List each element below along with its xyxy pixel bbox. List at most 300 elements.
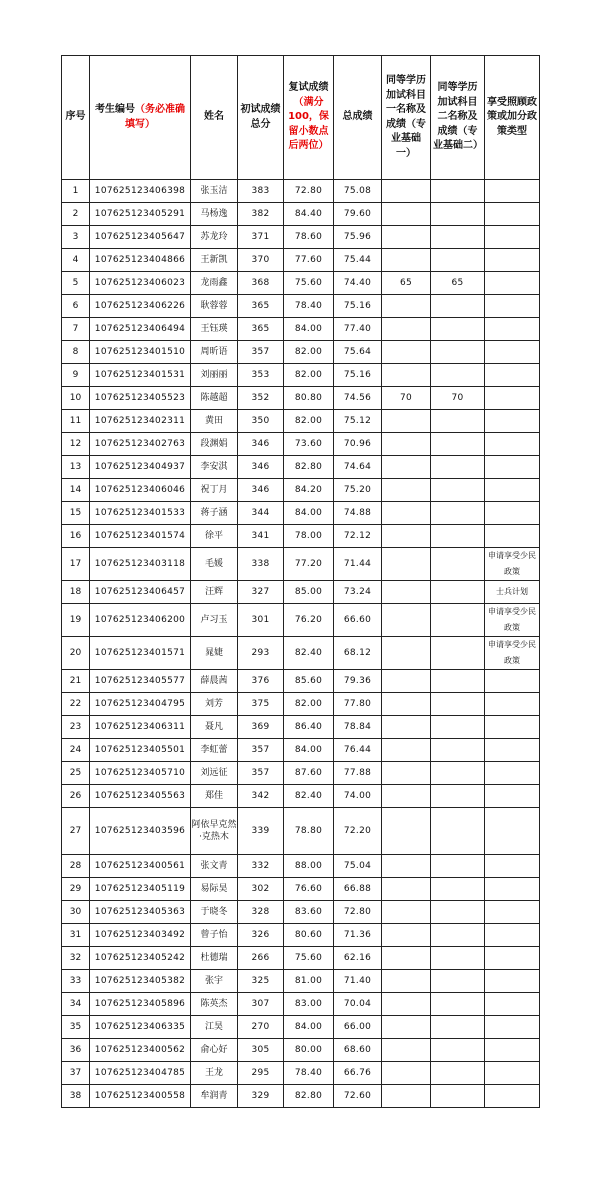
cell-name: 张玉洁 bbox=[191, 180, 238, 203]
cell-seq: 30 bbox=[62, 901, 90, 924]
cell-policy bbox=[485, 433, 540, 456]
cell-extra-subject-2 bbox=[431, 581, 485, 604]
cell-initial-score: 365 bbox=[238, 295, 284, 318]
cell-total-score: 66.76 bbox=[334, 1062, 382, 1085]
table-row bbox=[62, 1016, 540, 1039]
cell-exam-id: 107625123403492 bbox=[90, 924, 191, 947]
cell-policy bbox=[485, 1016, 540, 1039]
cell-name: 王龙 bbox=[191, 1062, 238, 1085]
cell-exam-id: 107625123405577 bbox=[90, 670, 191, 693]
cell-policy bbox=[485, 970, 540, 993]
cell-retest-score: 76.20 bbox=[284, 604, 334, 637]
cell-retest-score: 76.60 bbox=[284, 878, 334, 901]
cell-exam-id: 107625123405523 bbox=[90, 387, 191, 410]
cell-total-score: 66.88 bbox=[334, 878, 382, 901]
cell-policy bbox=[485, 410, 540, 433]
cell-retest-score: 80.60 bbox=[284, 924, 334, 947]
cell-retest-score: 81.00 bbox=[284, 970, 334, 993]
cell-initial-score: 370 bbox=[238, 249, 284, 272]
cell-name: 张宇 bbox=[191, 970, 238, 993]
cell-extra-subject-1 bbox=[382, 548, 431, 581]
cell-exam-id: 107625123405896 bbox=[90, 993, 191, 1016]
cell-name: 易际昊 bbox=[191, 878, 238, 901]
cell-retest-score: 82.00 bbox=[284, 341, 334, 364]
cell-initial-score: 329 bbox=[238, 1085, 284, 1108]
cell-exam-id: 107625123400561 bbox=[90, 855, 191, 878]
cell-exam-id: 107625123406335 bbox=[90, 1016, 191, 1039]
cell-exam-id: 107625123405710 bbox=[90, 762, 191, 785]
cell-extra-subject-2 bbox=[431, 1039, 485, 1062]
cell-extra-subject-2 bbox=[431, 993, 485, 1016]
cell-name: 耿蓉蓉 bbox=[191, 295, 238, 318]
cell-initial-score: 307 bbox=[238, 993, 284, 1016]
table-row bbox=[62, 1062, 540, 1085]
cell-extra-subject-2 bbox=[431, 808, 485, 855]
cell-retest-score: 73.60 bbox=[284, 433, 334, 456]
cell-retest-score: 83.60 bbox=[284, 901, 334, 924]
cell-total-score: 74.56 bbox=[334, 387, 382, 410]
cell-extra-subject-1 bbox=[382, 318, 431, 341]
cell-name: 刘芳 bbox=[191, 693, 238, 716]
cell-extra-subject-1 bbox=[382, 295, 431, 318]
cell-name: 苏龙玲 bbox=[191, 226, 238, 249]
cell-policy bbox=[485, 670, 540, 693]
cell-seq: 37 bbox=[62, 1062, 90, 1085]
cell-extra-subject-2 bbox=[431, 1062, 485, 1085]
cell-name: 于晓冬 bbox=[191, 901, 238, 924]
cell-name: 王新凯 bbox=[191, 249, 238, 272]
cell-retest-score: 84.00 bbox=[284, 1016, 334, 1039]
cell-initial-score: 295 bbox=[238, 1062, 284, 1085]
cell-extra-subject-2 bbox=[431, 364, 485, 387]
cell-name: 江昊 bbox=[191, 1016, 238, 1039]
cell-seq: 21 bbox=[62, 670, 90, 693]
cell-extra-subject-1: 65 bbox=[382, 272, 431, 295]
cell-exam-id: 107625123405363 bbox=[90, 901, 191, 924]
cell-extra-subject-1 bbox=[382, 716, 431, 739]
cell-initial-score: 325 bbox=[238, 970, 284, 993]
cell-initial-score: 344 bbox=[238, 502, 284, 525]
cell-extra-subject-2 bbox=[431, 203, 485, 226]
cell-extra-subject-1 bbox=[382, 1085, 431, 1108]
cell-policy bbox=[485, 387, 540, 410]
cell-retest-score: 77.20 bbox=[284, 548, 334, 581]
cell-extra-subject-1 bbox=[382, 855, 431, 878]
cell-seq: 14 bbox=[62, 479, 90, 502]
cell-extra-subject-2 bbox=[431, 410, 485, 433]
cell-policy bbox=[485, 479, 540, 502]
cell-initial-score: 369 bbox=[238, 716, 284, 739]
header-total-score: 总成绩 bbox=[334, 56, 382, 180]
cell-name: 陈英杰 bbox=[191, 993, 238, 1016]
cell-extra-subject-2 bbox=[431, 226, 485, 249]
cell-initial-score: 357 bbox=[238, 739, 284, 762]
cell-seq: 4 bbox=[62, 249, 90, 272]
cell-exam-id: 107625123405501 bbox=[90, 739, 191, 762]
cell-name: 牟润青 bbox=[191, 1085, 238, 1108]
table-row bbox=[62, 716, 540, 739]
cell-retest-score: 80.00 bbox=[284, 1039, 334, 1062]
cell-total-score: 79.60 bbox=[334, 203, 382, 226]
cell-exam-id: 107625123403596 bbox=[90, 808, 191, 855]
cell-exam-id: 107625123400558 bbox=[90, 1085, 191, 1108]
cell-extra-subject-2: 65 bbox=[431, 272, 485, 295]
cell-retest-score: 82.00 bbox=[284, 364, 334, 387]
cell-initial-score: 376 bbox=[238, 670, 284, 693]
cell-total-score: 71.36 bbox=[334, 924, 382, 947]
cell-extra-subject-2 bbox=[431, 479, 485, 502]
cell-extra-subject-2 bbox=[431, 341, 485, 364]
cell-seq: 36 bbox=[62, 1039, 90, 1062]
table-row bbox=[62, 387, 540, 410]
cell-name: 李虹蕾 bbox=[191, 739, 238, 762]
cell-exam-id: 107625123400562 bbox=[90, 1039, 191, 1062]
cell-initial-score: 357 bbox=[238, 341, 284, 364]
cell-seq: 10 bbox=[62, 387, 90, 410]
cell-extra-subject-2 bbox=[431, 878, 485, 901]
cell-exam-id: 107625123402763 bbox=[90, 433, 191, 456]
table-row bbox=[62, 433, 540, 456]
cell-total-score: 68.12 bbox=[334, 637, 382, 670]
table-row bbox=[62, 525, 540, 548]
cell-total-score: 74.40 bbox=[334, 272, 382, 295]
cell-name: 薛晨茜 bbox=[191, 670, 238, 693]
cell-seq: 9 bbox=[62, 364, 90, 387]
cell-initial-score: 353 bbox=[238, 364, 284, 387]
table-row bbox=[62, 878, 540, 901]
cell-total-score: 77.40 bbox=[334, 318, 382, 341]
cell-extra-subject-2 bbox=[431, 901, 485, 924]
cell-policy bbox=[485, 1039, 540, 1062]
table-row bbox=[62, 410, 540, 433]
cell-initial-score: 371 bbox=[238, 226, 284, 249]
cell-policy bbox=[485, 855, 540, 878]
cell-name: 王钰瑛 bbox=[191, 318, 238, 341]
cell-exam-id: 107625123405382 bbox=[90, 970, 191, 993]
table-body bbox=[62, 180, 540, 1108]
cell-exam-id: 107625123404795 bbox=[90, 693, 191, 716]
cell-policy bbox=[485, 180, 540, 203]
cell-name: 毛媛 bbox=[191, 548, 238, 581]
cell-initial-score: 332 bbox=[238, 855, 284, 878]
cell-name: 周昕语 bbox=[191, 341, 238, 364]
cell-name: 曾子怡 bbox=[191, 924, 238, 947]
cell-policy bbox=[485, 364, 540, 387]
cell-extra-subject-2 bbox=[431, 670, 485, 693]
cell-retest-score: 83.00 bbox=[284, 993, 334, 1016]
header-exam-id: 考生编号（务必准确填写） bbox=[90, 56, 191, 180]
cell-total-score: 66.00 bbox=[334, 1016, 382, 1039]
cell-extra-subject-2 bbox=[431, 693, 485, 716]
cell-seq: 11 bbox=[62, 410, 90, 433]
cell-policy bbox=[485, 272, 540, 295]
table-row bbox=[62, 203, 540, 226]
cell-name: 陈越超 bbox=[191, 387, 238, 410]
cell-extra-subject-1 bbox=[382, 180, 431, 203]
cell-initial-score: 350 bbox=[238, 410, 284, 433]
cell-extra-subject-2 bbox=[431, 318, 485, 341]
table-row bbox=[62, 604, 540, 637]
cell-extra-subject-1 bbox=[382, 1062, 431, 1085]
cell-policy: 申请享受少民政策 bbox=[485, 604, 540, 637]
cell-extra-subject-1 bbox=[382, 947, 431, 970]
cell-policy bbox=[485, 318, 540, 341]
cell-policy bbox=[485, 525, 540, 548]
cell-exam-id: 107625123404866 bbox=[90, 249, 191, 272]
cell-total-score: 76.44 bbox=[334, 739, 382, 762]
table-row bbox=[62, 947, 540, 970]
cell-exam-id: 107625123401574 bbox=[90, 525, 191, 548]
cell-policy: 申请享受少民政策 bbox=[485, 637, 540, 670]
cell-extra-subject-2 bbox=[431, 637, 485, 670]
cell-extra-subject-2 bbox=[431, 502, 485, 525]
table-row bbox=[62, 479, 540, 502]
cell-retest-score: 78.40 bbox=[284, 295, 334, 318]
cell-retest-score: 82.00 bbox=[284, 693, 334, 716]
cell-extra-subject-2 bbox=[431, 180, 485, 203]
table-row bbox=[62, 808, 540, 855]
cell-seq: 19 bbox=[62, 604, 90, 637]
cell-retest-score: 87.60 bbox=[284, 762, 334, 785]
cell-exam-id: 107625123403118 bbox=[90, 548, 191, 581]
cell-exam-id: 107625123406200 bbox=[90, 604, 191, 637]
cell-extra-subject-2 bbox=[431, 947, 485, 970]
cell-total-score: 75.64 bbox=[334, 341, 382, 364]
cell-seq: 17 bbox=[62, 548, 90, 581]
table-row bbox=[62, 318, 540, 341]
cell-exam-id: 107625123406046 bbox=[90, 479, 191, 502]
cell-exam-id: 107625123402311 bbox=[90, 410, 191, 433]
cell-initial-score: 342 bbox=[238, 785, 284, 808]
cell-seq: 25 bbox=[62, 762, 90, 785]
cell-retest-score: 85.00 bbox=[284, 581, 334, 604]
cell-exam-id: 107625123405647 bbox=[90, 226, 191, 249]
table-row bbox=[62, 693, 540, 716]
cell-total-score: 72.80 bbox=[334, 901, 382, 924]
table-row bbox=[62, 581, 540, 604]
cell-policy bbox=[485, 878, 540, 901]
cell-initial-score: 339 bbox=[238, 808, 284, 855]
cell-extra-subject-2: 70 bbox=[431, 387, 485, 410]
cell-policy: 申请享受少民政策 bbox=[485, 548, 540, 581]
cell-retest-score: 84.40 bbox=[284, 203, 334, 226]
cell-name: 李安淇 bbox=[191, 456, 238, 479]
cell-retest-score: 82.00 bbox=[284, 410, 334, 433]
cell-extra-subject-2 bbox=[431, 548, 485, 581]
cell-exam-id: 107625123405119 bbox=[90, 878, 191, 901]
cell-retest-score: 84.00 bbox=[284, 739, 334, 762]
cell-total-score: 62.16 bbox=[334, 947, 382, 970]
cell-initial-score: 346 bbox=[238, 479, 284, 502]
cell-retest-score: 72.80 bbox=[284, 180, 334, 203]
cell-seq: 7 bbox=[62, 318, 90, 341]
cell-extra-subject-2 bbox=[431, 762, 485, 785]
cell-initial-score: 368 bbox=[238, 272, 284, 295]
table-row bbox=[62, 295, 540, 318]
cell-extra-subject-1 bbox=[382, 1016, 431, 1039]
cell-retest-score: 85.60 bbox=[284, 670, 334, 693]
cell-policy bbox=[485, 226, 540, 249]
header-policy: 享受照顾政策或加分政策类型 bbox=[485, 56, 540, 180]
cell-total-score: 72.12 bbox=[334, 525, 382, 548]
cell-extra-subject-1 bbox=[382, 456, 431, 479]
cell-seq: 29 bbox=[62, 878, 90, 901]
cell-extra-subject-1 bbox=[382, 249, 431, 272]
cell-extra-subject-1 bbox=[382, 739, 431, 762]
cell-seq: 2 bbox=[62, 203, 90, 226]
cell-total-score: 75.96 bbox=[334, 226, 382, 249]
cell-seq: 28 bbox=[62, 855, 90, 878]
cell-initial-score: 301 bbox=[238, 604, 284, 637]
cell-exam-id: 107625123405291 bbox=[90, 203, 191, 226]
table-row bbox=[62, 1039, 540, 1062]
cell-name: 杜德瑞 bbox=[191, 947, 238, 970]
cell-initial-score: 266 bbox=[238, 947, 284, 970]
cell-total-score: 75.16 bbox=[334, 295, 382, 318]
cell-extra-subject-1 bbox=[382, 525, 431, 548]
cell-extra-subject-2 bbox=[431, 739, 485, 762]
cell-name: 祝丁月 bbox=[191, 479, 238, 502]
cell-initial-score: 270 bbox=[238, 1016, 284, 1039]
cell-seq: 33 bbox=[62, 970, 90, 993]
cell-name: 张文青 bbox=[191, 855, 238, 878]
cell-name: 俞心好 bbox=[191, 1039, 238, 1062]
cell-total-score: 75.16 bbox=[334, 364, 382, 387]
table-row bbox=[62, 670, 540, 693]
cell-retest-score: 86.40 bbox=[284, 716, 334, 739]
header-row bbox=[62, 56, 540, 180]
cell-initial-score: 365 bbox=[238, 318, 284, 341]
cell-extra-subject-1 bbox=[382, 970, 431, 993]
cell-retest-score: 84.20 bbox=[284, 479, 334, 502]
cell-seq: 31 bbox=[62, 924, 90, 947]
cell-seq: 18 bbox=[62, 581, 90, 604]
cell-extra-subject-2 bbox=[431, 970, 485, 993]
cell-extra-subject-1 bbox=[382, 341, 431, 364]
cell-initial-score: 327 bbox=[238, 581, 284, 604]
table-row bbox=[62, 993, 540, 1016]
cell-total-score: 75.08 bbox=[334, 180, 382, 203]
cell-seq: 13 bbox=[62, 456, 90, 479]
score-table bbox=[61, 55, 540, 1108]
cell-initial-score: 305 bbox=[238, 1039, 284, 1062]
table-row bbox=[62, 272, 540, 295]
header-exam-id-note: （务必准确填写） bbox=[125, 104, 185, 130]
cell-total-score: 71.44 bbox=[334, 548, 382, 581]
cell-retest-score: 75.60 bbox=[284, 272, 334, 295]
cell-seq: 20 bbox=[62, 637, 90, 670]
cell-extra-subject-2 bbox=[431, 785, 485, 808]
cell-initial-score: 293 bbox=[238, 637, 284, 670]
cell-exam-id: 107625123406457 bbox=[90, 581, 191, 604]
table-row bbox=[62, 456, 540, 479]
cell-total-score: 68.60 bbox=[334, 1039, 382, 1062]
cell-policy bbox=[485, 947, 540, 970]
cell-total-score: 77.80 bbox=[334, 693, 382, 716]
cell-initial-score: 346 bbox=[238, 456, 284, 479]
cell-retest-score: 78.80 bbox=[284, 808, 334, 855]
cell-policy bbox=[485, 993, 540, 1016]
cell-name: 刘丽丽 bbox=[191, 364, 238, 387]
cell-retest-score: 75.60 bbox=[284, 947, 334, 970]
table-row bbox=[62, 341, 540, 364]
cell-extra-subject-1 bbox=[382, 364, 431, 387]
score-sheet bbox=[61, 55, 539, 1108]
cell-extra-subject-1 bbox=[382, 1039, 431, 1062]
table-row bbox=[62, 249, 540, 272]
table-row bbox=[62, 739, 540, 762]
cell-policy bbox=[485, 502, 540, 525]
cell-total-score: 77.88 bbox=[334, 762, 382, 785]
cell-policy bbox=[485, 808, 540, 855]
cell-policy bbox=[485, 341, 540, 364]
header-seq: 序号 bbox=[62, 56, 90, 180]
cell-total-score: 72.20 bbox=[334, 808, 382, 855]
table-row bbox=[62, 226, 540, 249]
cell-extra-subject-2 bbox=[431, 525, 485, 548]
cell-exam-id: 107625123401531 bbox=[90, 364, 191, 387]
cell-retest-score: 84.00 bbox=[284, 502, 334, 525]
cell-name: 段渊娟 bbox=[191, 433, 238, 456]
cell-exam-id: 107625123404785 bbox=[90, 1062, 191, 1085]
header-initial-score: 初试成绩总分 bbox=[238, 56, 284, 180]
cell-initial-score: 352 bbox=[238, 387, 284, 410]
cell-name: 郑佳 bbox=[191, 785, 238, 808]
cell-extra-subject-1 bbox=[382, 762, 431, 785]
cell-initial-score: 338 bbox=[238, 548, 284, 581]
table-row bbox=[62, 970, 540, 993]
cell-total-score: 74.00 bbox=[334, 785, 382, 808]
cell-extra-subject-1 bbox=[382, 693, 431, 716]
cell-extra-subject-1 bbox=[382, 226, 431, 249]
cell-exam-id: 107625123406398 bbox=[90, 180, 191, 203]
cell-seq: 24 bbox=[62, 739, 90, 762]
cell-policy bbox=[485, 1062, 540, 1085]
cell-initial-score: 326 bbox=[238, 924, 284, 947]
cell-retest-score: 88.00 bbox=[284, 855, 334, 878]
cell-total-score: 75.04 bbox=[334, 855, 382, 878]
cell-seq: 38 bbox=[62, 1085, 90, 1108]
cell-seq: 8 bbox=[62, 341, 90, 364]
cell-initial-score: 341 bbox=[238, 525, 284, 548]
table-row bbox=[62, 762, 540, 785]
cell-extra-subject-1 bbox=[382, 604, 431, 637]
cell-retest-score: 77.60 bbox=[284, 249, 334, 272]
cell-extra-subject-2 bbox=[431, 433, 485, 456]
table-row bbox=[62, 855, 540, 878]
cell-policy bbox=[485, 1085, 540, 1108]
cell-exam-id: 107625123406023 bbox=[90, 272, 191, 295]
cell-name: 龙雨鑫 bbox=[191, 272, 238, 295]
cell-policy bbox=[485, 249, 540, 272]
cell-total-score: 72.60 bbox=[334, 1085, 382, 1108]
header-name: 姓名 bbox=[191, 56, 238, 180]
cell-retest-score: 82.80 bbox=[284, 456, 334, 479]
cell-total-score: 78.84 bbox=[334, 716, 382, 739]
cell-policy bbox=[485, 739, 540, 762]
cell-exam-id: 107625123404937 bbox=[90, 456, 191, 479]
cell-seq: 34 bbox=[62, 993, 90, 1016]
table-row bbox=[62, 548, 540, 581]
cell-seq: 1 bbox=[62, 180, 90, 203]
cell-total-score: 70.04 bbox=[334, 993, 382, 1016]
cell-extra-subject-2 bbox=[431, 456, 485, 479]
cell-seq: 12 bbox=[62, 433, 90, 456]
cell-initial-score: 346 bbox=[238, 433, 284, 456]
cell-name: 黄田 bbox=[191, 410, 238, 433]
cell-extra-subject-2 bbox=[431, 716, 485, 739]
cell-exam-id: 107625123401510 bbox=[90, 341, 191, 364]
